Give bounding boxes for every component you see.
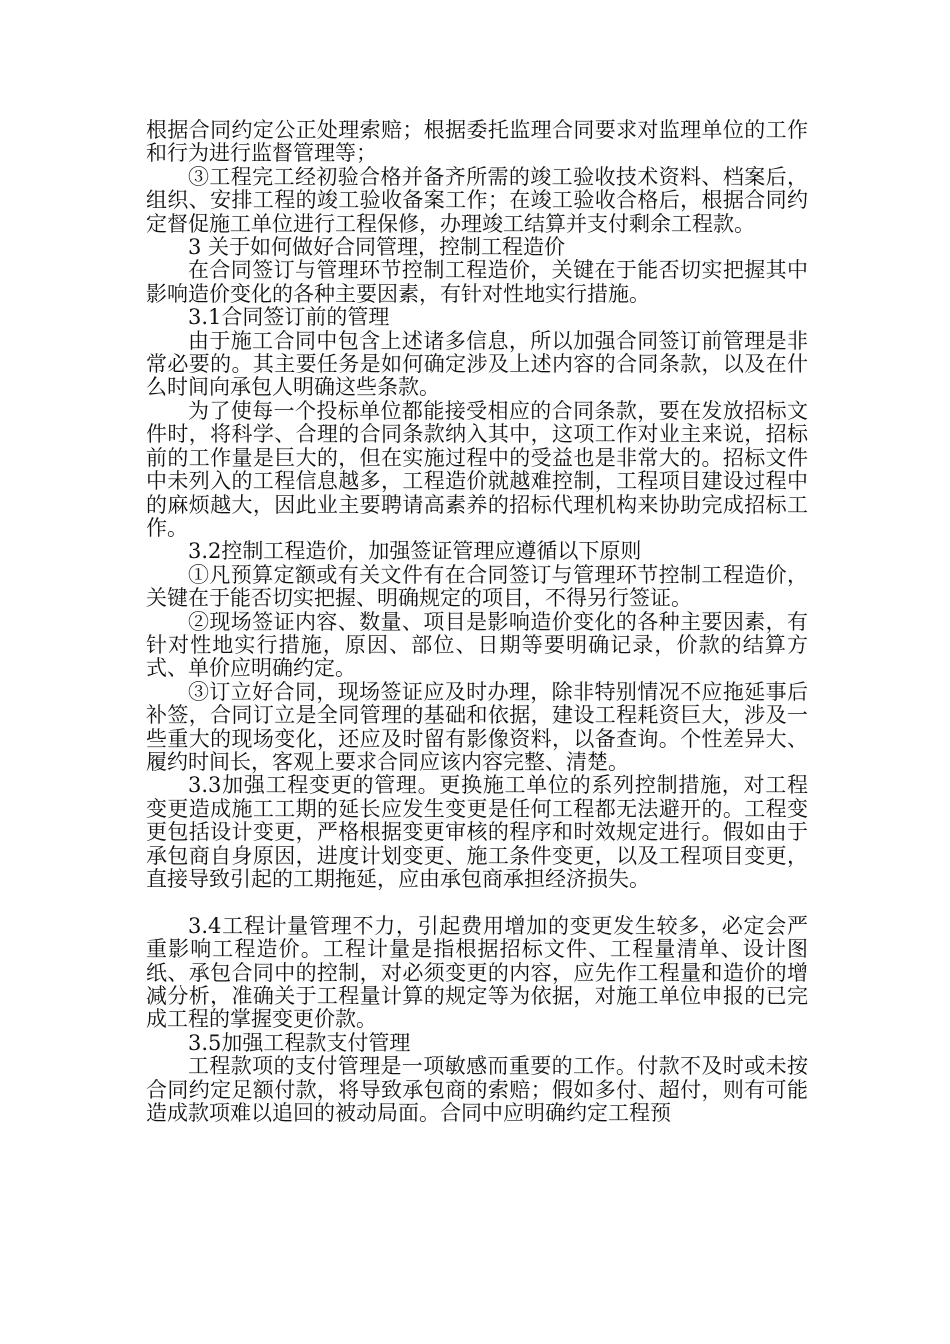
paragraph: 根据合同约定公正处理索赔；根据委托监理合同要求对监理单位的工作和行为进行监督管理等； (146, 118, 808, 166)
paragraph: 3.3加强工程变更的管理。更换施工单位的系列控制措施，对工程变更造成施工工期的延长应发生变更是任何工程都无法避开的。工程变更包括设计变更，严格根据变更审核的程序和时效规定进行。假如由于承包商自身原因，进度计划变更、施工条件变更，以及工程项目变更，直接导致引起的工期拖延，应由承包商承担经济损失。 (146, 773, 808, 891)
blank-line (146, 891, 808, 914)
document-body (146, 119, 808, 1125)
section-heading: 3.5加强工程款支付管理 (188, 1030, 411, 1055)
paragraph: 由于施工合同中包含上述诸多信息，所以加强合同签订前管理是非常必要的。其主要任务是如何确定涉及上述内容的合同条款，以及在什么时间向承包人明确这些条款。 (146, 328, 808, 400)
paragraph: 工程款项的支付管理是一项敏感而重要的工作。付款不及时或未按合同约定足额付款，将导致承包商的索赔；假如多付、超付，则有可能造成款项难以追回的被动局面。合同中应明确约定工程预 (146, 1054, 808, 1126)
paragraph: 为了使每一个投标单位都能接受相应的合同条款，要在发放招标文件时，将科学、合理的合同条款纳入其中，这项工作对业主来说，招标前的工作量是巨大的，但在实施过程中的受益也是非常大的。招标文件中未列入的工程信息越多，工程造价就越难控制，工程项目建设过程中的麻烦越大，因此业主要聘请高素养的招标代理机构来协助完成招标工作。 (146, 398, 808, 540)
paragraph: ③订立好合同，现场签证应及时办理，除非特别情况不应拖延事后补签，合同订立是全同管理的基础和依据，建设工程耗资巨大，涉及一些重大的现场变化，还应及时留有影像资料，以备查询。个性差异大、履约时间长，客观上要求合同应该内容完整、清楚。 (146, 679, 808, 774)
section-heading: 3.2控制工程造价，加强签证管理应遵循以下原则 (188, 539, 642, 564)
paragraph: 在合同签订与管理环节控制工程造价，关键在于能否切实把握其中影响造价变化的各种主要因素，有针对性地实行措施。 (146, 258, 808, 306)
paragraph: ①凡预算定额或有关文件有在合同签订与管理环节控制工程造价，关键在于能否切实把握、明确规定的项目，不得另行签证。 (146, 562, 808, 611)
paragraph: 3.4工程计量管理不力，引起费用增加的变更发生较多，必定会严重影响工程造价。工程计量是指根据招标文件、工程量清单、设计图纸、承包合同中的控制，对必须变更的内容，应先作工程量和造价的增减分析，准确关于工程量计算的规定等为依据，对施工单位申报的已完成工程的掌握变更价款。 (146, 913, 808, 1032)
paragraph: ③工程完工经初验合格并备齐所需的竣工验收技术资料、档案后，组织、安排工程的竣工验收备案工作；在竣工验收合格后，根据合同约定督促施工单位进行工程保修，办理竣工结算并支付剩余工程款。 (146, 164, 808, 236)
section-heading: 3.1合同签订前的管理 (188, 305, 390, 330)
section-heading: 3 关于如何做好合同管理，控制工程造价 (188, 235, 566, 260)
paragraph: ②现场签证内容、数量、项目是影响造价变化的各种主要因素，有针对性地实行措施，原因、部位、日期等要明确记录，价款的结算方式、单价应明确约定。 (146, 609, 808, 681)
